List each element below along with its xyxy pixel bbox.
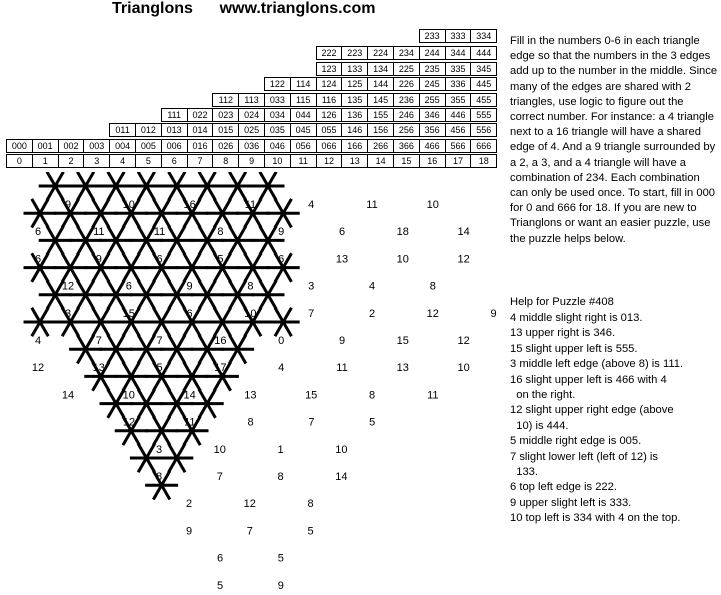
triangle-number: 15 [396,335,409,347]
triangle-number: 7 [308,416,315,429]
sum-cell: 17 [445,154,472,168]
triangle-number: 6 [34,253,42,266]
combination-cell: 346 [419,108,446,122]
combination-cell: 034 [264,108,291,122]
combination-cell: 156 [367,123,394,137]
triangle-number: 9 [338,335,346,347]
combination-cell: 114 [290,77,317,91]
combination-cell: 224 [367,46,394,60]
help-item: 5 middle right edge is 005. [510,435,642,448]
combination-cell: 235 [419,62,446,76]
help-item: 9 upper slight left is 333. [510,496,632,509]
combination-cell: 033 [264,93,291,107]
combination-cell: 123 [316,62,343,76]
combination-cell: 124 [316,77,343,91]
combination-cell: 333 [445,29,472,43]
combination-cell: 122 [264,77,291,91]
triangle-number: 6 [216,552,224,565]
triangle-number: 10 [244,307,257,320]
combination-cell: 555 [470,108,497,122]
triangle-number: 13 [244,389,257,402]
combination-cell: 025 [238,123,265,137]
triangle-number: 5 [307,525,314,538]
combination-cell: 256 [393,123,420,137]
triangle-number: 2 [185,498,193,511]
triangle-number: 17 [214,362,227,375]
combination-cell: 146 [341,123,368,137]
triangle-number: 14 [457,226,470,239]
triangle-number: 11 [366,199,378,211]
triangle-number: 4 [278,362,285,375]
combination-cell: 145 [367,93,394,107]
combination-cell: 056 [290,139,317,153]
sum-cell: 16 [419,154,446,168]
combination-cell: 456 [445,123,472,137]
combination-cell: 001 [32,139,59,153]
combination-cell: 446 [445,108,472,122]
triangle-number: 11 [93,226,105,239]
combination-cell: 336 [445,77,472,91]
combination-cell: 226 [393,77,420,91]
combination-cell: 236 [393,93,420,107]
sum-cell: 6 [161,154,188,168]
combination-cell: 126 [316,108,343,122]
combination-cell: 444 [470,46,497,60]
combination-cell: 666 [470,139,497,153]
triangle-number: 0 [278,335,285,347]
combination-cell: 455 [470,93,497,107]
combination-cell: 466 [419,139,446,153]
help-item: 133. [510,466,538,479]
triangle-number: 12 [457,335,470,347]
triangle-number: 4 [34,335,42,347]
combination-cell: 111 [161,108,188,122]
triangle-number: 2 [368,307,376,320]
combination-cell: 046 [264,139,291,153]
help-item: 15 slight upper left is 555. [510,342,638,355]
combination-cell: 366 [393,139,420,153]
sum-cell: 18 [470,154,497,168]
triangle-number: 18 [396,226,409,239]
triangle-number: 13 [396,362,409,375]
combination-cell: 233 [419,29,446,43]
combination-cell: 133 [341,62,368,76]
help-item: 13 upper right is 346. [510,327,616,340]
triangle-number: 10 [426,199,439,211]
triangle-number: 5 [217,253,224,266]
sum-cell: 2 [58,154,85,168]
combination-cell: 004 [109,139,136,153]
triangle-number: 11 [184,416,196,429]
instructions-text: Fill in the numbers 0-6 in each triangle edge so that the numbers in the 3 edges add up to the number in the middle. Since many of the edges are shared with 2 triangles, use logic to figure out the correct number. For instance: a 4 triangle next to a 16 triangle will have a shared edge of 4. And a 9 triangle surrounded by a 2, a 3, and a 4 triangle will have a combination of 234. Each combination can only be used once. To start, fill in 000 for 0 and 666 for 18. If you are new to Trianglons or want an easier puzzle, use the puzzle helps below. [510,35,718,245]
combination-cell: 223 [341,46,368,60]
combination-cell: 000 [6,139,33,153]
triangle-number: 9 [490,307,497,320]
triangle-number: 8 [247,416,254,429]
triangle-number: 12 [61,280,75,293]
triangle-number: 6 [34,226,42,239]
instructions [510,34,718,247]
page-header [112,0,375,18]
combination-cell: 015 [212,123,239,137]
combination-cell: 016 [187,139,214,153]
combination-cell: 136 [341,108,368,122]
combination-cell: 002 [58,139,85,153]
help-item: 10 top left is 334 with 4 on the top. [510,512,681,525]
triangle-number: 3 [155,443,163,456]
triangle-number: 13 [335,253,349,266]
combination-cell: 566 [445,139,472,153]
triangle-number: 14 [335,471,348,483]
triangle-number: 12 [426,307,439,320]
help-item: 4 middle slight right is 013. [510,312,643,324]
triangle-number: 7 [95,335,102,347]
combination-cell: 055 [316,123,343,137]
combination-cell: 011 [109,123,136,137]
sum-cell: 5 [135,154,162,168]
combination-cell: 356 [419,123,446,137]
sum-cell: 3 [83,154,110,168]
combination-cell: 144 [367,77,394,91]
combination-cell: 266 [367,139,394,153]
triangle-number: 9 [95,253,102,266]
combination-cell: 244 [419,46,446,60]
triangle-number: 16 [214,335,227,347]
help-item: 7 slight lower left (left of 12) is [510,450,658,463]
combination-cell: 035 [264,123,291,137]
triangle-number: 8 [277,471,284,483]
help-item: 3 middle left edge (above 8) is 111. [510,358,684,371]
sum-cell: 9 [238,154,265,168]
combination-cell: 116 [316,93,343,107]
triangle-number: 13 [92,362,105,375]
triangle-number: 6 [125,280,132,293]
combination-cell: 013 [161,123,188,137]
combination-cell: 246 [393,108,420,122]
puzzle-board [0,172,500,595]
sum-cell: 15 [393,154,420,168]
combination-cell: 026 [212,139,239,153]
triangle-number: 9 [277,579,284,592]
help-item: on the right. [510,389,576,402]
triangle-number: 7 [246,525,253,538]
combination-cell: 334 [470,29,497,43]
help-list [510,311,720,527]
combination-cell: 234 [393,46,420,60]
combination-cell: 155 [367,108,394,122]
combination-cell: 012 [135,123,162,137]
triangle-number: 6 [278,253,285,266]
triangle-number: 4 [308,199,315,211]
sum-cell: 0 [6,154,33,168]
combination-cell: 024 [238,108,265,122]
triangle-number: 7 [308,307,315,320]
combination-cell: 045 [290,123,317,137]
combination-cell: 335 [445,62,472,76]
combination-cell: 044 [290,108,317,122]
triangle-number: 9 [185,525,193,538]
combination-cell: 135 [341,93,368,107]
triangle-number: 9 [278,226,285,239]
combination-cell: 125 [341,77,368,91]
sum-cell: 12 [316,154,343,168]
combination-cell: 222 [316,46,343,60]
combination-cell: 036 [238,139,265,153]
triangle-number: 11 [336,362,348,375]
triangle-number: 10 [396,253,409,266]
triangle-number: 10 [122,199,135,211]
combination-cell: 344 [445,46,472,60]
triangle-number: 1 [277,443,284,456]
triangle-number: 9 [64,199,72,211]
triangle-number: 14 [183,389,196,402]
triangle-number: 11 [244,199,257,211]
help-item: 10) is 444. [510,419,569,432]
triangle-number: 12 [31,362,45,375]
combination-cell: 022 [187,108,214,122]
sum-cell: 1 [32,154,59,168]
triangle-number: 5 [369,416,376,429]
sum-cell: 7 [187,154,214,168]
help-item: 12 slight upper right edge (above [510,404,674,417]
triangle-number: 6 [156,253,163,266]
triangle-number: 3 [308,280,315,293]
combination-cell: 023 [212,108,239,122]
help-item: 6 top left edge is 222. [510,481,617,494]
combination-cell: 115 [290,93,317,107]
triangle-number: 12 [457,253,470,266]
combination-cell: 245 [419,77,446,91]
help-item: 16 slight upper left is 466 with 4 [510,373,667,386]
sum-cell: 4 [109,154,136,168]
triangle-number: 8 [247,280,254,293]
sum-cell: 10 [264,154,291,168]
triangle-number: 6 [338,226,346,239]
triangle-number: 10 [335,443,348,456]
triangle-number: 10 [213,443,226,456]
triangle-number: 7 [216,471,223,483]
triangle-number: 12 [122,416,136,429]
triangle-number: 11 [427,389,439,402]
combination-cell: 014 [187,123,214,137]
combination-cell: 445 [470,77,497,91]
triangle-number: 11 [153,226,166,239]
triangle-number: 8 [429,280,436,293]
combination-cell: 556 [470,123,497,137]
sum-cell: 8 [212,154,239,168]
triangle-number: 15 [122,307,135,320]
triangle-number: 7 [156,335,163,347]
combination-cell: 005 [135,139,162,153]
combination-cell: 134 [367,62,394,76]
triangle-number: 12 [243,498,256,511]
sum-cell: 11 [290,154,317,168]
triangle-number: 6 [186,307,193,320]
help-title: Help for Puzzle #408 [510,296,614,308]
triangle-number: 8 [307,498,314,511]
triangle-number: 5 [277,552,284,565]
combination-cell: 225 [393,62,420,76]
combination-cell: 066 [316,139,343,153]
combination-cell: 006 [161,139,188,153]
triangle-number: 5 [156,362,163,375]
site-url[interactable]: www.trianglons.com [219,0,376,17]
combination-cell: 345 [470,62,497,76]
app-title: Trianglons [112,0,193,17]
triangle-number: 16 [183,199,196,211]
sum-cell: 13 [341,154,368,168]
triangle-number: 15 [305,389,318,402]
combination-cell: 112 [212,93,239,107]
triangle-number: 3 [64,307,72,320]
triangle-number: 14 [61,389,75,402]
triangle-number: 10 [122,389,135,402]
combination-cell: 166 [341,139,368,153]
combination-cell: 113 [238,93,265,107]
triangle-number: 9 [186,280,193,293]
triangle-number: 5 [216,579,224,592]
triangle-number: 8 [368,389,376,402]
combination-cell: 003 [83,139,110,153]
triangle-number: 8 [155,471,163,483]
triangle-number: 10 [457,362,470,375]
triangle-number: 8 [217,226,224,239]
combination-cell: 255 [419,93,446,107]
triangle-number: 4 [368,280,376,293]
combination-table [6,29,497,170]
sum-cell: 14 [367,154,394,168]
combination-cell: 355 [445,93,472,107]
